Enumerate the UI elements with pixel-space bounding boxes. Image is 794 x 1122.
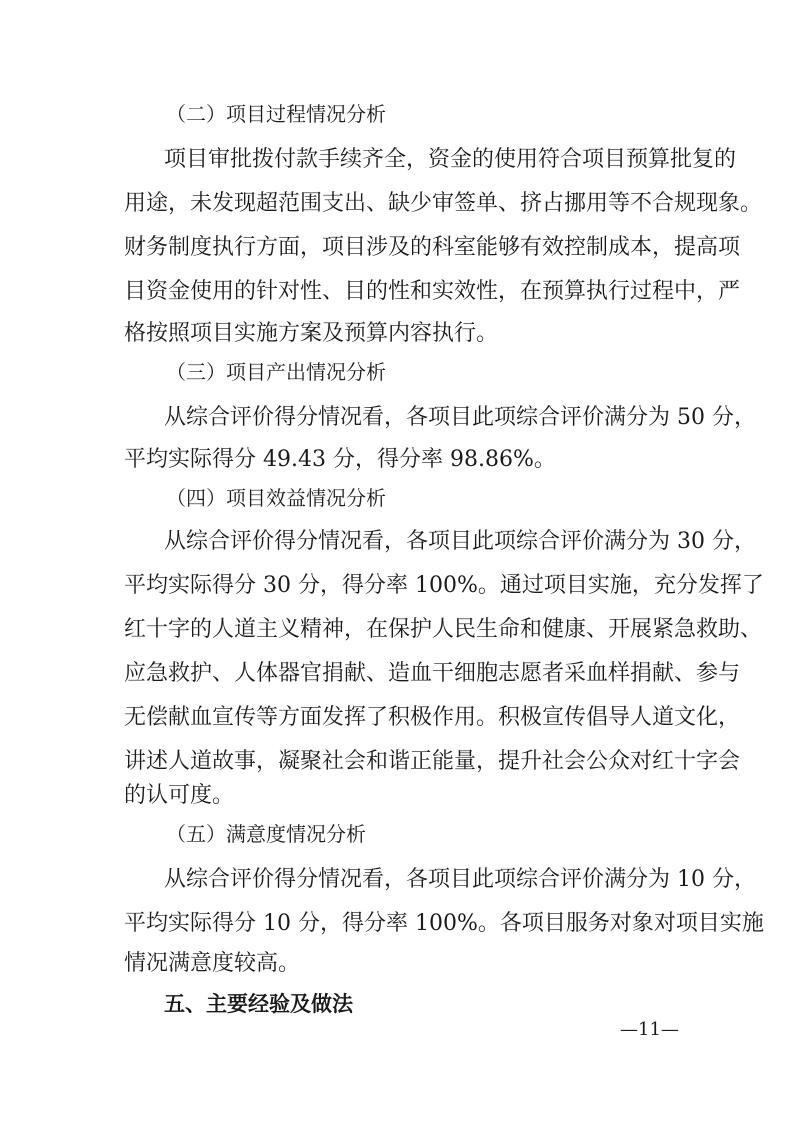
paragraph-line: 项目审批拨付款手续齐全，资金的使用符合项目预算批复的: [164, 147, 737, 172]
paragraph-line: 应急救护、人体器官捐献、造血干细胞志愿者采血样捐献、参与: [124, 661, 741, 686]
paragraph-line: 格按照项目实施方案及预算内容执行。: [124, 321, 499, 346]
paragraph-line: 无偿献血宣传等方面发挥了积极作用。积极宣传倡导人道文化，: [124, 705, 741, 730]
paragraph-line: 从综合评价得分情况看，各项目此项综合评价满分为 10 分，: [164, 867, 756, 892]
paragraph-line: 讲述人道故事，凝聚社会和谐正能量，提升社会公众对红十字会: [124, 749, 741, 774]
section-heading-output: （三）项目产出情况分析: [166, 360, 386, 384]
paragraph-line: 情况满意度较高。: [124, 951, 301, 976]
chapter-heading: 五、主要经验及做法: [164, 992, 353, 1016]
paragraph-line: 从综合评价得分情况看，各项目此项综合评价满分为 50 分，: [164, 405, 756, 430]
paragraph-line: 红十字的人道主义精神，在保护人民生命和健康、开展紧急救助、: [124, 617, 763, 642]
section-heading-satisfaction: （五）满意度情况分析: [166, 822, 366, 846]
paragraph-line: 财务制度执行方面，项目涉及的科室能够有效控制成本，提高项: [124, 235, 741, 260]
paragraph-line: 平均实际得分 30 分，得分率 100%。通过项目实施，充分发挥了: [124, 573, 764, 598]
paragraph-line: 的认可度。: [124, 783, 235, 808]
paragraph-line: 平均实际得分 49.43 分，得分率 98.86%。: [124, 447, 556, 472]
paragraph-line: 平均实际得分 10 分，得分率 100%。各项目服务对象对项目实施: [124, 911, 764, 936]
page-number: —11—: [620, 1019, 679, 1040]
paragraph-line: 目资金使用的针对性、目的性和实效性，在预算执行过程中，严: [124, 279, 741, 304]
paragraph-line: 用途，未发现超范围支出、缺少审签单、挤占挪用等不合规现象。: [124, 191, 763, 216]
paragraph-line: 从综合评价得分情况看，各项目此项综合评价满分为 30 分，: [164, 529, 756, 554]
section-heading-benefit: （四）项目效益情况分析: [166, 486, 386, 510]
section-heading-process: （二）项目过程情况分析: [166, 102, 386, 126]
